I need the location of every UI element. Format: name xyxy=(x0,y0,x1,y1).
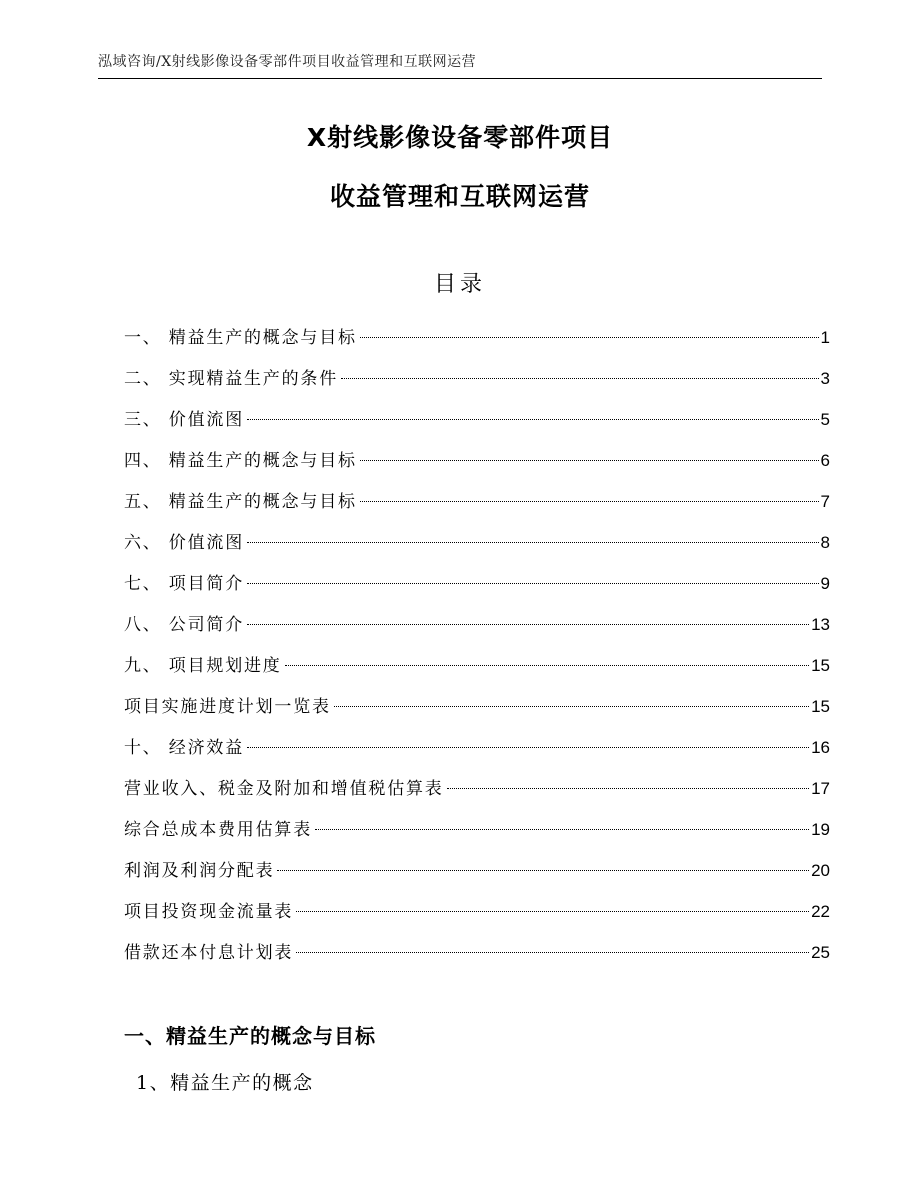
toc-entry[interactable] xyxy=(124,855,830,896)
toc-entry-page: 9 xyxy=(820,574,830,593)
subsection-heading: 1、精益生产的概念 xyxy=(136,1072,314,1094)
toc-entry-page: 8 xyxy=(820,533,830,552)
document-title-line-2: 收益管理和互联网运营 xyxy=(329,182,590,211)
toc-entry-label: 二、 实现精益生产的条件 xyxy=(124,369,339,389)
toc-entry-page: 17 xyxy=(811,779,830,798)
toc-dot-leader xyxy=(296,911,809,912)
toc-dot-leader xyxy=(247,747,809,748)
toc-dot-leader xyxy=(334,706,809,707)
toc-entry-page: 6 xyxy=(820,451,830,470)
toc-entry-page: 19 xyxy=(811,820,830,839)
toc-entry-label: 一、 精益生产的概念与目标 xyxy=(124,328,357,348)
toc-entry[interactable] xyxy=(124,773,830,814)
toc-dot-leader xyxy=(247,624,809,625)
toc-entry[interactable] xyxy=(124,527,830,568)
table-of-contents xyxy=(124,322,830,978)
toc-entry-label: 综合总成本费用估算表 xyxy=(124,820,312,840)
toc-entry[interactable] xyxy=(124,568,830,609)
toc-entry[interactable] xyxy=(124,937,830,978)
toc-entry-page: 7 xyxy=(820,492,830,511)
toc-entry-page: 15 xyxy=(811,656,830,675)
toc-entry[interactable] xyxy=(124,732,830,773)
running-header: 泓域咨询/X射线影像设备零部件项目收益管理和互联网运营 xyxy=(98,52,822,79)
toc-entry-label: 借款还本付息计划表 xyxy=(124,943,294,963)
section-heading: 一、精益生产的概念与目标 xyxy=(124,1024,376,1048)
toc-entry-page: 20 xyxy=(811,861,830,880)
toc-dot-leader xyxy=(285,665,809,666)
toc-entry[interactable] xyxy=(124,404,830,445)
toc-dot-leader xyxy=(277,870,809,871)
toc-dot-leader xyxy=(247,542,819,543)
toc-entry-label: 项目实施进度计划一览表 xyxy=(124,697,331,717)
toc-entry-page: 16 xyxy=(811,738,830,757)
toc-entry-label: 项目投资现金流量表 xyxy=(124,902,294,922)
toc-entry-page: 25 xyxy=(811,943,830,962)
toc-dot-leader xyxy=(360,337,819,338)
toc-entry[interactable] xyxy=(124,814,830,855)
toc-entry-label: 营业收入、税金及附加和增值税估算表 xyxy=(124,779,444,799)
toc-entry-page: 15 xyxy=(811,697,830,716)
toc-entry[interactable] xyxy=(124,445,830,486)
toc-entry-label: 四、 精益生产的概念与目标 xyxy=(124,451,357,471)
toc-entry-label: 九、 项目规划进度 xyxy=(124,656,282,676)
toc-dot-leader xyxy=(296,952,809,953)
toc-dot-leader xyxy=(247,419,819,420)
toc-heading: 目录 xyxy=(433,272,486,297)
toc-entry[interactable] xyxy=(124,322,830,363)
toc-entry-label: 五、 精益生产的概念与目标 xyxy=(124,492,357,512)
toc-entry-page: 3 xyxy=(820,369,830,388)
toc-entry[interactable] xyxy=(124,486,830,527)
toc-entry[interactable] xyxy=(124,363,830,404)
toc-entry-label: 六、 价值流图 xyxy=(124,533,245,553)
toc-entry-page: 22 xyxy=(811,902,830,921)
toc-entry-page: 13 xyxy=(811,615,830,634)
toc-entry-label: 三、 价值流图 xyxy=(124,410,245,430)
toc-entry-page: 5 xyxy=(820,410,830,429)
toc-entry-label: 十、 经济效益 xyxy=(124,738,245,758)
toc-dot-leader xyxy=(447,788,809,789)
toc-entry-page: 1 xyxy=(820,328,830,347)
toc-dot-leader xyxy=(315,829,809,830)
toc-entry-label: 八、 公司简介 xyxy=(124,615,245,635)
toc-entry[interactable] xyxy=(124,609,830,650)
toc-dot-leader xyxy=(247,583,819,584)
document-title-line-1: X射线影像设备零部件项目 xyxy=(306,123,614,152)
toc-entry[interactable] xyxy=(124,691,830,732)
toc-entry-label: 七、 项目简介 xyxy=(124,574,245,594)
toc-dot-leader xyxy=(341,378,819,379)
toc-dot-leader xyxy=(360,501,819,502)
toc-dot-leader xyxy=(360,460,819,461)
toc-entry[interactable] xyxy=(124,896,830,937)
toc-entry-label: 利润及利润分配表 xyxy=(124,861,275,881)
toc-entry[interactable] xyxy=(124,650,830,691)
